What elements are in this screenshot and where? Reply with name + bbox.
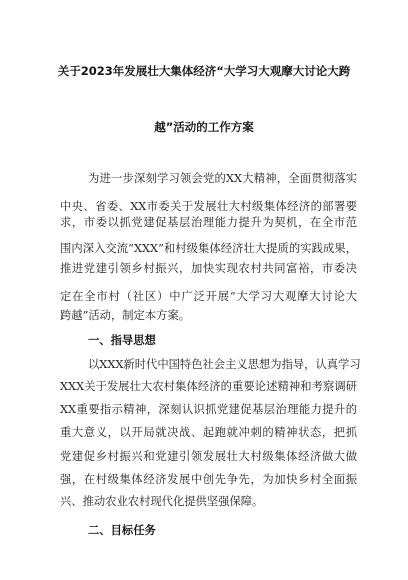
intro-paragraph-line: 推进党建引领乡村振兴，加快实现农村共同富裕，市委决 [60,262,357,275]
section-1-paragraph-line: 重大意义，以开局就决战、起跑就冲刺的精神状态，把抓 [60,426,357,439]
section-1-paragraph-line: 以XXX新时代中国特色社会主义思想为指导，认真学习 [88,358,361,371]
intro-paragraph-line: 为进一步深刻学习领会党的XX大精神，全面贯彻落实 [88,172,357,185]
intro-paragraph-line: 围内深入交流“XXX”和村级集体经济壮大提质的实践成果， [60,242,357,255]
section-1-paragraph-line: 兴、推动农业农村现代化提供坚强保障。 [60,495,264,508]
section-heading-guiding-ideology: 一、指导思想 [88,334,156,347]
document-title-line-1: 关于2023年发展壮大集体经济“大学习大观摩大讨论大跨 [57,64,351,78]
section-heading-goals-tasks: 二、目标任务 [88,524,156,537]
section-1-paragraph-line: 强，在村级集体经济发展中创先争先，为加快乡村全面振 [60,473,357,486]
intro-paragraph-line: 求，市委以抓党建促基层治理能力提升为契机，在全市范 [60,216,357,229]
intro-paragraph-line: 定在全市村（社区）中广泛开展“大学习大观摩大讨论大 [60,290,357,303]
section-1-paragraph-line: XXX关于发展壮大农村集体经济的重要论述精神和考察调研 [60,380,357,393]
section-1-paragraph-line: 党建促乡村振兴和党建引领发展壮大村级集体经济做大做 [60,450,357,463]
intro-paragraph-line: 跨越”活动，制定本方案。 [60,309,191,322]
intro-paragraph-line: 中央、省委、XX市委关于发展壮大村级集体经济的部署要 [60,200,357,213]
section-1-paragraph-line: XX重要指示精神，深刻认识抓党建促基层治理能力提升的 [60,403,357,416]
document-title-line-2: 越”活动的工作方案 [154,120,254,134]
